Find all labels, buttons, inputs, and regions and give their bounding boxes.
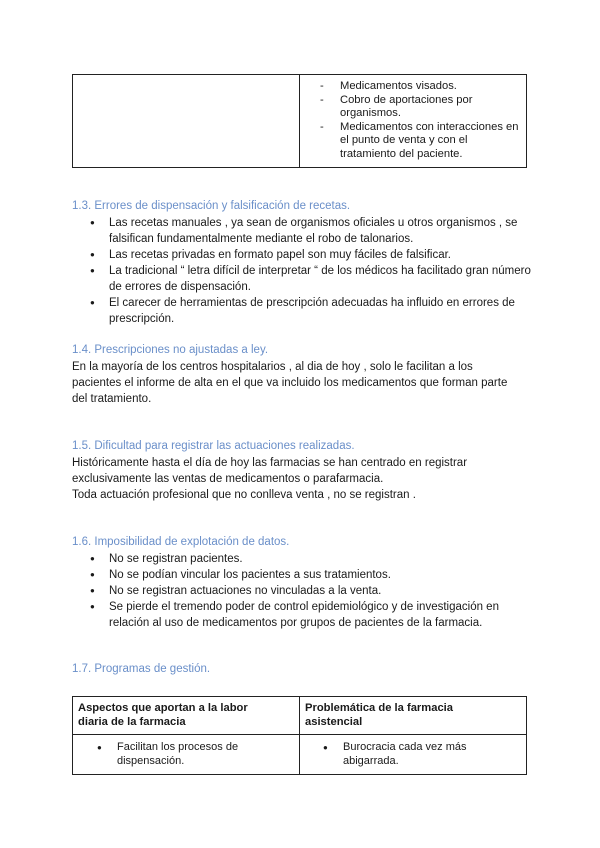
bullet-icon: ● (97, 743, 102, 752)
section-heading: 1.3. Errores de dispensación y falsificación de recetas. (72, 200, 351, 212)
table-cell-right: ● Burocracia cada vez más abigarrada. (323, 741, 467, 767)
table-divider (299, 697, 300, 774)
bullet-list (72, 215, 532, 327)
continuation-table (72, 74, 527, 168)
table-divider (73, 734, 526, 735)
bullet-icon: ● (323, 743, 328, 752)
table-header-left: Aspectos que aportan a la labor diaria de la farmacia (78, 702, 248, 728)
list-item: ● No se podían vincular los pacientes a sus tratamientos. (72, 567, 532, 583)
table-cell-left: ● Facilitan los procesos de dispensación. (97, 741, 239, 767)
bullet-list (72, 551, 532, 631)
list-item: ● Las recetas manuales , ya sean de organismos oficiales u otros organismos , se falsifican fundamentalmente mediante el robo de talonarios. (72, 215, 532, 247)
table-cell-left (73, 75, 300, 167)
table-header-right: Problemática de la farmacia asistencial (305, 702, 453, 728)
dash-list (320, 80, 520, 161)
list-item: - Medicamentos con interacciones en el punto de venta y con el tratamiento del paciente. (320, 121, 525, 162)
section-heading: 1.6. Imposibilidad de explotación de datos. (72, 536, 290, 548)
list-item: ● El carecer de herramientas de prescripción adecuadas ha influido en errores de prescripción. (72, 295, 532, 327)
list-item: ● Se pierde el tremendo poder de control epidemiológico y de investigación en relación al uso de medicamentos por grupos de pacientes de la farmacia. (72, 599, 532, 631)
list-item: ● La tradicional “ letra difícil de interpretar “ de los médicos ha facilitado gran número de errores de dispensación. (72, 263, 539, 295)
list-item: ● Las recetas privadas en formato papel son muy fáciles de falsificar. (72, 247, 532, 263)
paragraph: Toda actuación profesional que no conlleva venta , no se registran . (72, 489, 416, 501)
list-item: - Cobro de aportaciones por organismos. (320, 94, 490, 121)
paragraph: En la mayoría de los centros hospitalarios , al dia de hoy , solo le facilitan a los pacientes el informe de alta en el que va incluido los medicamentos que forman parte del tratamiento. (72, 361, 508, 405)
management-table (72, 696, 527, 775)
section-heading: 1.7. Programas de gestión. (72, 663, 211, 675)
list-item: ● No se registran pacientes. (72, 551, 532, 567)
table-cell-right (300, 75, 526, 167)
list-item: - Medicamentos visados. (320, 80, 520, 94)
section-heading: 1.4. Prescripciones no ajustadas a ley. (72, 344, 269, 356)
list-item: ● No se registran actuaciones no vinculadas a la venta. (72, 583, 532, 599)
section-heading: 1.5. Dificultad para registrar las actuaciones realizadas. (72, 440, 355, 452)
paragraph: Históricamente hasta el día de hoy las farmacias se han centrado en registrar exclusivamente las ventas de medicamentos o parafarmacia. (72, 457, 468, 485)
